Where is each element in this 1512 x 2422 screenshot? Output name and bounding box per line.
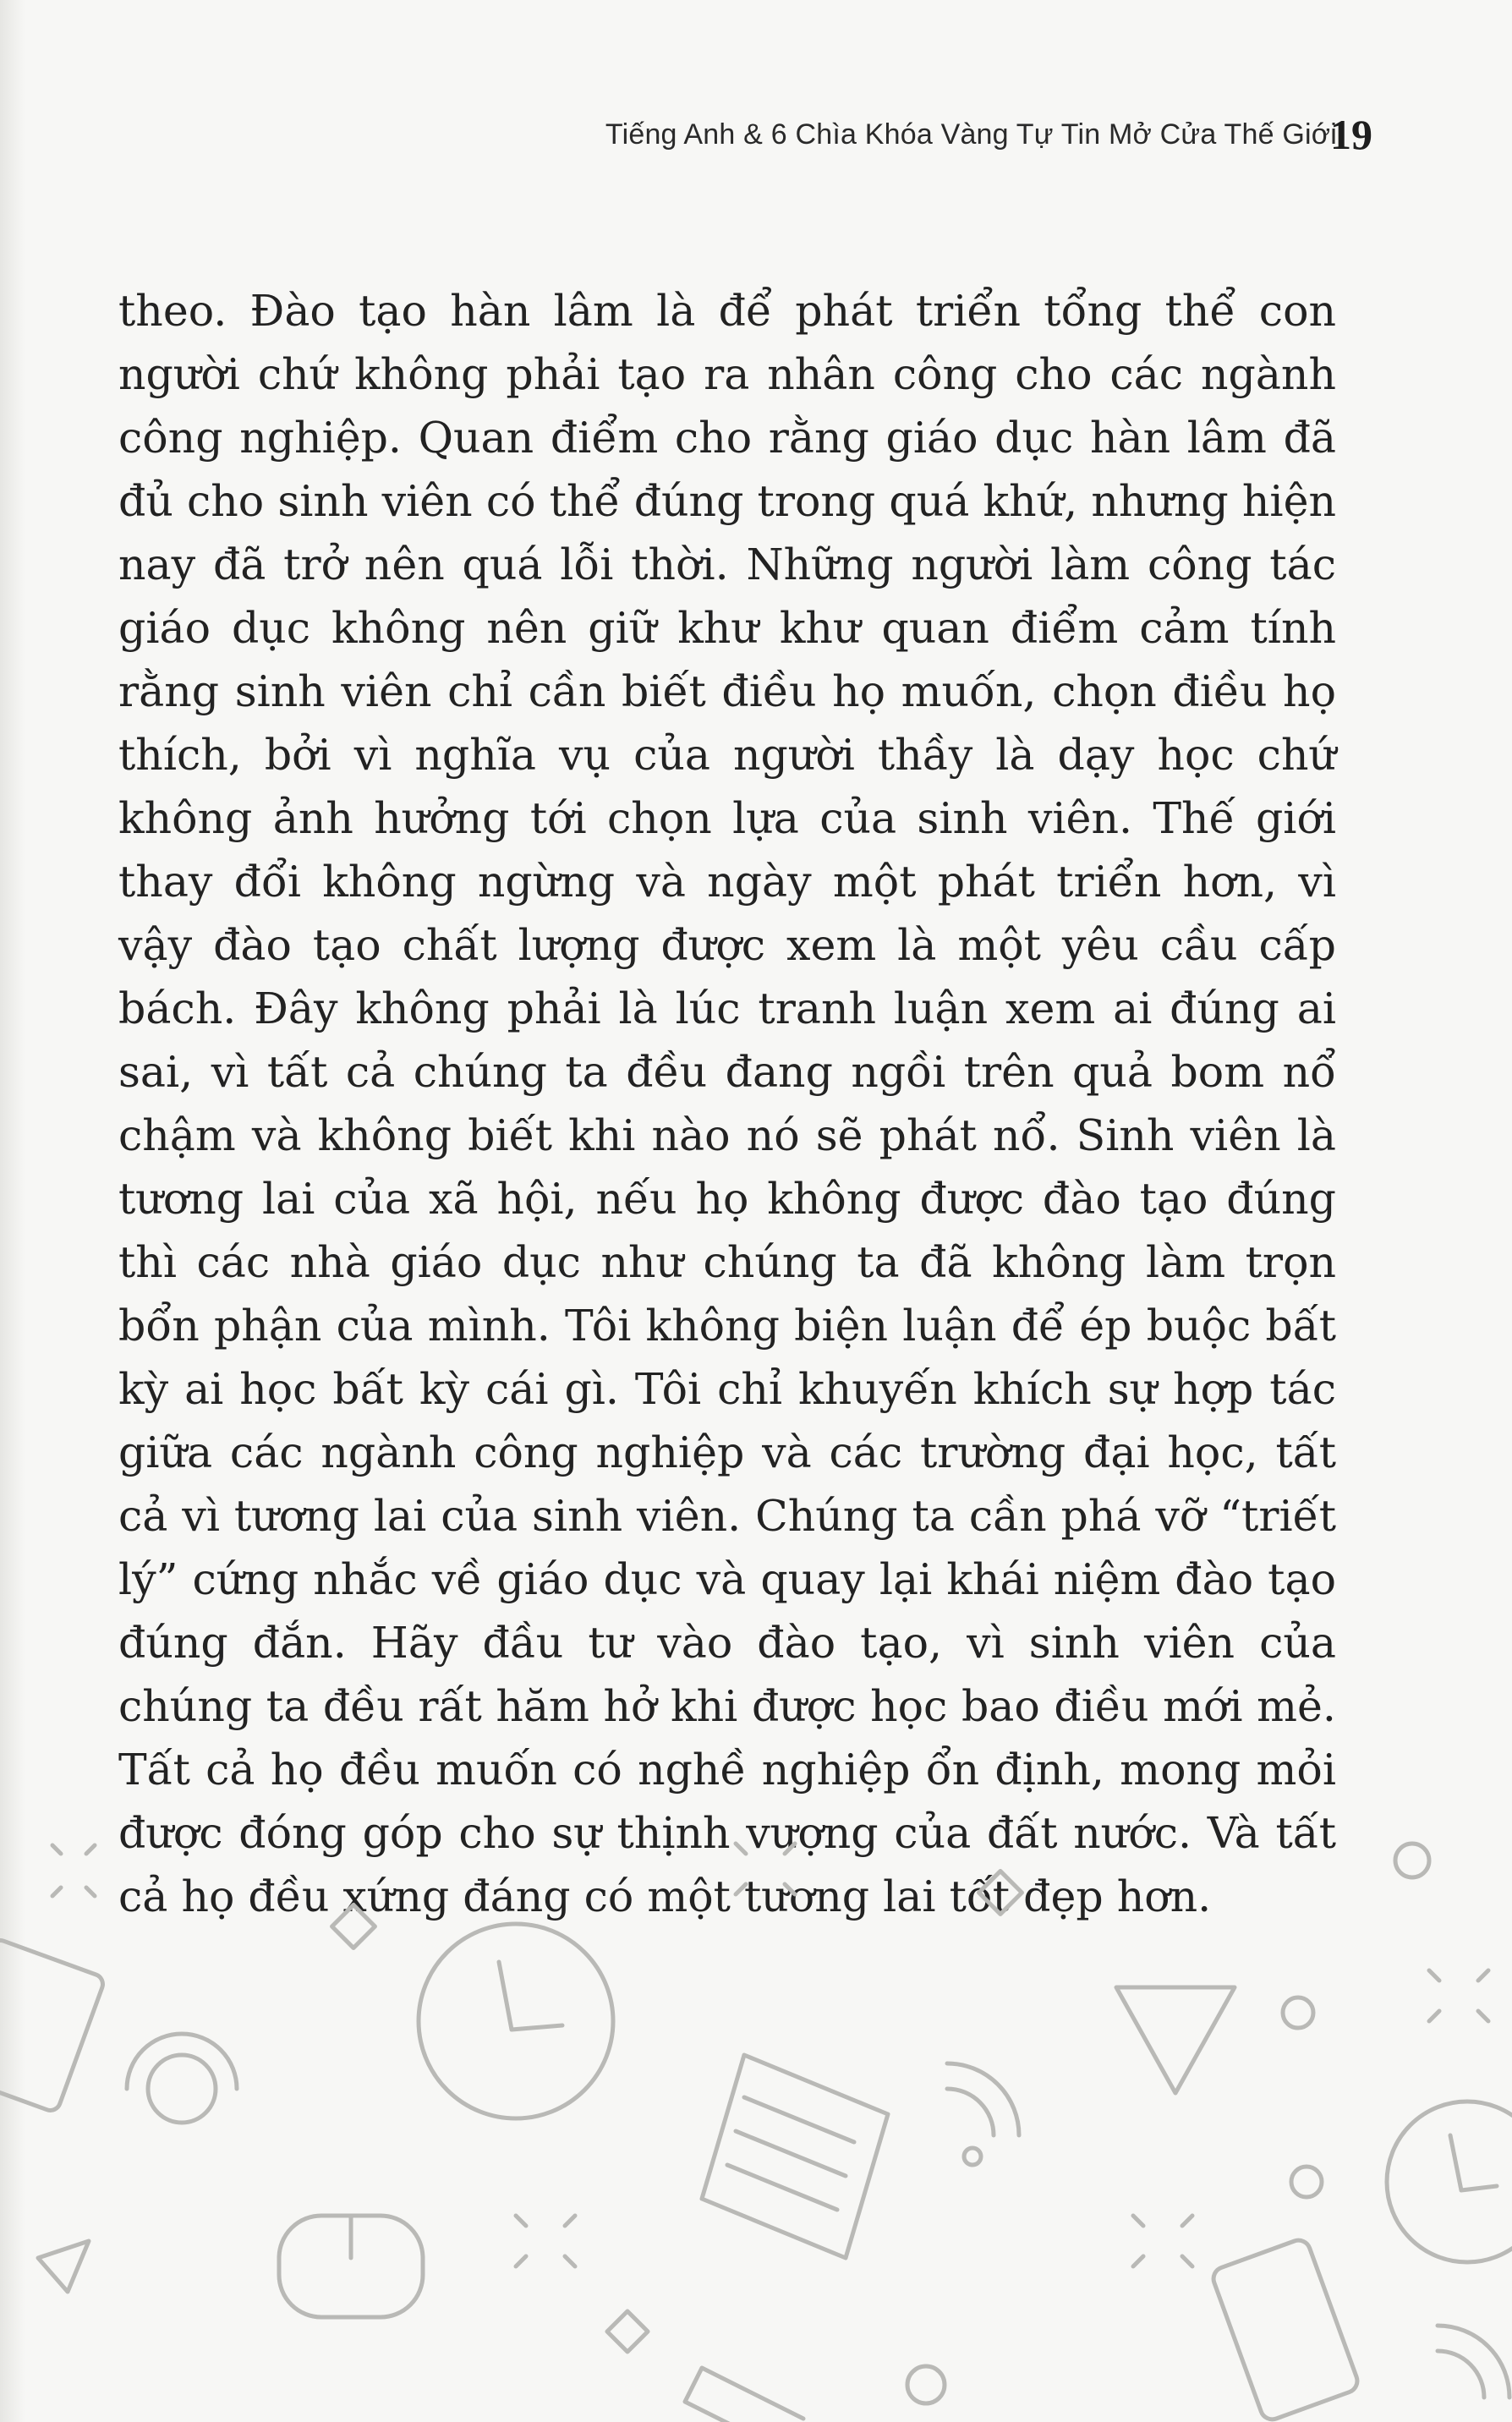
page-number: 19: [1330, 111, 1372, 158]
circle-icon: [127, 2034, 237, 2089]
body-paragraph: theo. Đào tạo hàn lâm là để phát triển tổng thể con người chứ không phải tạo ra nhân công cho các ngành công nghiệp. Quan điểm cho rằng giáo dục hàn lâm đã đủ cho sinh viên có thể đúng trong quá khứ, nhưng hiện nay đã trở nên quá lỗi thời. Những người làm công tác giáo dục không nên giữ khư khư quan điểm cảm tính rằng sinh viên chỉ cần biết điều họ muốn, chọn điều họ thích, bởi vì nghĩa vụ của người thầy là dạy học chứ không ảnh hưởng tới chọn lựa của sinh viên. Thế giới thay đổi không ngừng và ngày một phát triển hơn, vì vậy đào tạo chất lượng được xem là một yêu cầu cấp bách. Đây không phải là lúc tranh luận xem ai đúng ai sai, vì tất cả chúng ta đều đang ngồi trên quả bom nổ chậm và không biết khi nào nó sẽ phát nổ. Sinh viên là tương lai của xã hội, nếu họ không được đào tạo đúng thì các nhà giáo dục như chúng ta đã không làm trọn bổn phận của mình. Tôi không biện luận để ép buộc bất kỳ ai học bất kỳ cái gì. Tôi chỉ khuyến khích sự hợp tác giữa các ngành công nghiệp và các trường đại học, tất cả vì tương lai của sinh viên. Chúng ta cần phá vỡ “triết lý” cứng nhắc về giáo dục và quay lại khái niệm đào tạo đúng đắn. Hãy đầu tư vào đào tạo, vì sinh viên của chúng ta đều rất hăm hở khi được học bao điều mới mẻ. Tất cả họ đều muốn có nghề nghiệp ổn định, mong mỏi được đóng góp cho sự thịnh vượng của đất nước. Và tất cả họ đều xứng đáng có một tương lai tốt đẹp hơn.: [118, 286, 1336, 1921]
circle-icon: [907, 2366, 945, 2403]
wifi-icon: [947, 2063, 1019, 2165]
decorative-doodle-pattern: [0, 1810, 1512, 2422]
sparkle-icon: [1429, 1970, 1488, 2021]
sparkle-icon: [516, 2216, 575, 2266]
circle-icon: [1291, 2167, 1322, 2197]
pencil-icon: [685, 2368, 803, 2422]
clock-icon: [1387, 2101, 1512, 2262]
body-text: [118, 279, 1336, 1928]
tablet-icon: [0, 1937, 106, 2113]
clock-icon: [419, 1924, 613, 2118]
phone-icon: [1210, 2237, 1361, 2422]
circle-icon: [148, 2055, 216, 2123]
mouse-icon: [279, 2216, 423, 2317]
sparkle-icon: [1133, 2216, 1192, 2266]
wifi-icon: [1438, 2326, 1509, 2397]
triangle-icon: [1116, 1987, 1235, 2093]
circle-icon: [1283, 1997, 1313, 2028]
diamond-icon: [607, 2311, 648, 2352]
running-header: [605, 118, 1372, 151]
sparkle-icon: [52, 1845, 95, 1896]
triangle-icon: [38, 2241, 89, 2292]
circle-icon: [1395, 1844, 1429, 1877]
diamond-icon: [332, 1905, 375, 1948]
diamond-icon: [979, 1871, 1022, 1915]
running-title: Tiếng Anh & 6 Chìa Khóa Vàng Tự Tin Mở Cửa Thế Giới: [605, 118, 1337, 151]
sparkle-icon: [736, 1844, 795, 1894]
document-icon: [702, 2055, 888, 2258]
